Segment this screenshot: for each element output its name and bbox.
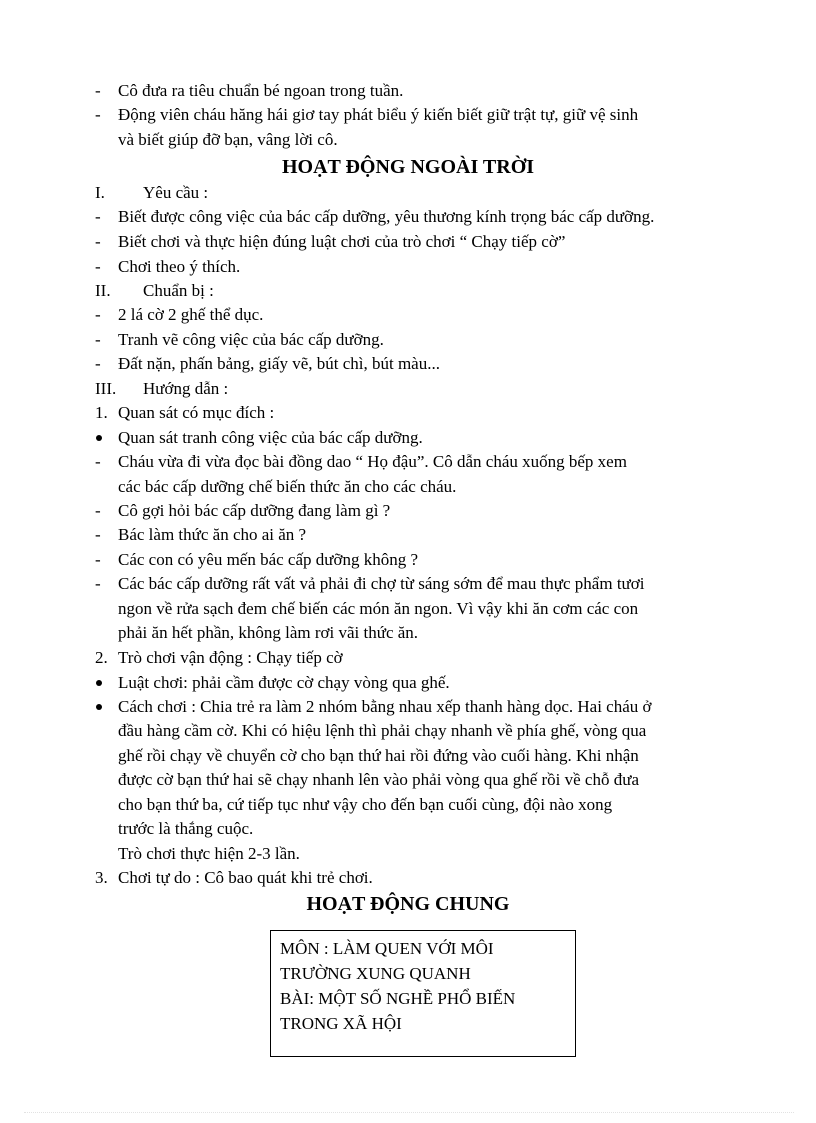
heading-general: HOẠT ĐỘNG CHUNG — [306, 893, 510, 915]
list-item: Chơi tự do : Cô bao quát khi trẻ chơi. — [118, 868, 373, 887]
list-number: 3. — [95, 868, 108, 887]
list-item: phải ăn hết phần, không làm rơi vãi thức ăn. — [118, 623, 419, 642]
list-item: được cờ bạn thứ hai sẽ chạy nhanh lên vào phải vòng qua ghế rồi về chỗ đưa — [118, 770, 639, 789]
list-number: 1. — [95, 403, 108, 422]
list-number: 2. — [95, 648, 108, 667]
list-item: 2 lá cờ 2 ghế thể dục. — [118, 305, 264, 324]
list-item: đầu hàng cầm cờ. Khi có hiệu lệnh thì phải chạy nhanh về phía ghế, vòng qua — [118, 721, 647, 740]
list-item: Các bác cấp dưỡng rất vất vả phải đi chợ từ sáng sớm để mau thực phẩm tươi — [118, 574, 645, 593]
list-item: ngon về rửa sạch đem chế biến các món ăn ngon. Vì vậy khi ăn cơm các con — [118, 599, 639, 618]
list-item: Tranh vẽ công việc của bác cấp dưỡng. — [118, 330, 384, 349]
lesson-box — [270, 930, 576, 1057]
dash-marker: - — [95, 305, 101, 324]
list-item: Trò chơi vận động : Chạy tiếp cờ — [118, 648, 343, 667]
text-line: Động viên cháu hăng hái giơ tay phát biểu ý kiến biết giữ trật tự, giữ vệ sinh — [118, 105, 639, 124]
list-item: Quan sát có mục đích : — [118, 403, 275, 422]
dash-marker: - — [95, 550, 101, 569]
text-line: và biết giúp đỡ bạn, vâng lời cô. — [118, 130, 338, 149]
list-item: Biết được công việc của bác cấp dưỡng, yêu thương kính trọng bác cấp dưỡng. — [118, 207, 655, 226]
list-item: Cô gợi hỏi bác cấp dưỡng đang làm gì ? — [118, 501, 391, 520]
section-number: I. — [95, 183, 105, 202]
dash-marker: - — [95, 354, 101, 373]
lesson-box-line: TRONG XÃ HỘI — [280, 1014, 402, 1033]
lesson-box-line: MÔN : LÀM QUEN VỚI MÔI — [280, 939, 494, 958]
section-title: Yêu cầu : — [143, 183, 209, 202]
page-bottom-edge — [24, 1112, 794, 1113]
list-item: Quan sát tranh công việc của bác cấp dưỡng. — [118, 428, 423, 447]
list-item: Bác làm thức ăn cho ai ăn ? — [118, 525, 307, 544]
dash-marker: - — [95, 501, 101, 520]
dash-marker: - — [95, 525, 101, 544]
dash-marker: - — [95, 105, 101, 124]
list-item: trước là thắng cuộc. — [118, 819, 254, 838]
lesson-box-line: TRƯỜNG XUNG QUANH — [280, 964, 471, 983]
list-item: Cháu vừa đi vừa đọc bài đồng dao “ Họ đậu”. Cô dẫn cháu xuống bếp xem — [118, 452, 627, 471]
list-item: Trò chơi thực hiện 2-3 lần. — [118, 844, 300, 863]
list-item: Cách chơi : Chia trẻ ra làm 2 nhóm bằng nhau xếp thanh hàng dọc. Hai cháu ở — [118, 697, 652, 716]
dash-marker: - — [95, 207, 101, 226]
dash-marker: - — [95, 452, 101, 471]
list-item: Chơi theo ý thích. — [118, 257, 241, 276]
list-item: cho bạn thứ ba, cứ tiếp tục như vậy cho đến bạn cuối cùng, đội nào xong — [118, 795, 613, 814]
bullet — [96, 435, 102, 441]
bullet — [96, 704, 102, 710]
section-title: Chuẩn bị : — [143, 281, 214, 300]
list-item: các bác cấp dưỡng chế biến thức ăn cho các cháu. — [118, 477, 457, 496]
list-item: Các con có yêu mến bác cấp dưỡng không ? — [118, 550, 419, 569]
section-number: II. — [95, 281, 111, 300]
dash-marker: - — [95, 81, 101, 100]
dash-marker: - — [95, 330, 101, 349]
section-title: Hướng dẫn : — [143, 379, 229, 398]
dash-marker: - — [95, 257, 101, 276]
list-item: Đất nặn, phấn bảng, giấy vẽ, bút chì, bút màu... — [118, 354, 440, 373]
text-line: Cô đưa ra tiêu chuẩn bé ngoan trong tuần. — [118, 81, 404, 100]
list-item: Luật chơi: phải cầm được cờ chạy vòng qua ghế. — [118, 673, 450, 692]
heading-outdoor: HOẠT ĐỘNG NGOÀI TRỜI — [281, 156, 535, 178]
dash-marker: - — [95, 232, 101, 251]
list-item: Biết chơi và thực hiện đúng luật chơi của trò chơi “ Chạy tiếp cờ” — [118, 232, 566, 251]
list-item: ghế rồi chạy về chuyển cờ cho bạn thứ hai rồi đứng vào cuối hàng. Khi nhận — [118, 746, 639, 765]
dash-marker: - — [95, 574, 101, 593]
bullet — [96, 680, 102, 686]
section-number: III. — [95, 379, 117, 398]
lesson-box-line: BÀI: MỘT SỐ NGHỀ PHỔ BIẾN — [280, 989, 516, 1008]
